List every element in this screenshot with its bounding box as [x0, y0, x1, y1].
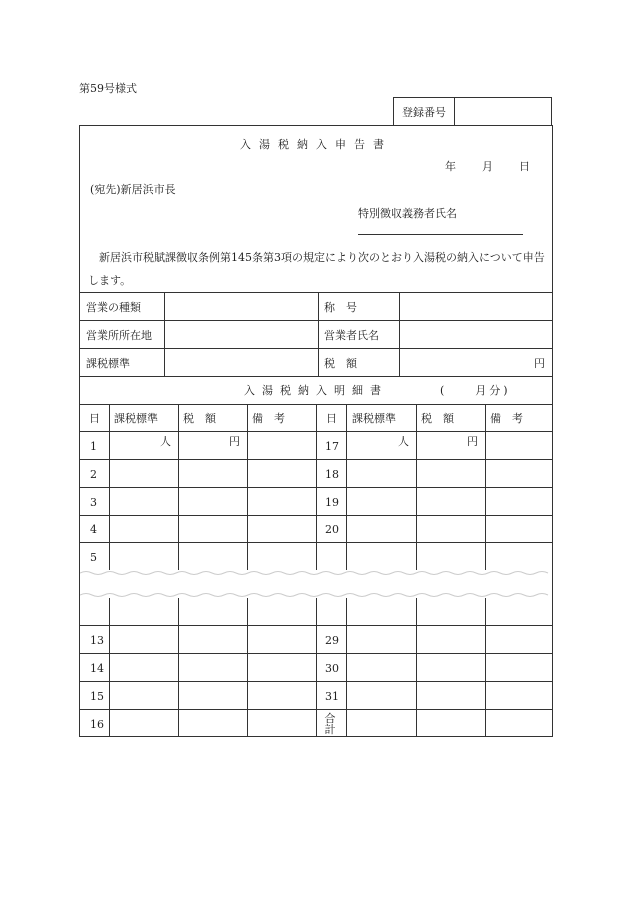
tax-amount-yen[interactable]: 円: [534, 356, 545, 370]
form-title: 入湯税納入申告書: [240, 138, 392, 151]
registration-number-box: [393, 97, 552, 125]
header-remarks-right: 備 考: [490, 412, 523, 425]
header-remarks-left: 備 考: [252, 412, 285, 425]
day-number: 19: [325, 496, 339, 509]
unit-person-left: 人: [160, 435, 171, 448]
declaration-form: [79, 125, 553, 737]
tax-basis-label: 課税標準: [86, 356, 130, 370]
day-number: 30: [325, 662, 339, 675]
registration-number-field[interactable]: [455, 98, 551, 125]
declaration-text: 新居浜市税賦課徴収条例第145条第3項の規定により次のとおり入湯税の納入について申告します。: [88, 251, 545, 287]
tax-amount-label: 税 額: [324, 356, 357, 370]
header-basis-right: 課税標準: [352, 412, 396, 425]
year-label: 年: [445, 160, 456, 173]
signer-label: 特別徴収義務者氏名: [358, 207, 457, 220]
business-type-field[interactable]: [166, 293, 316, 320]
day-number: 18: [325, 468, 339, 481]
business-location-label: 営業所所在地: [86, 328, 152, 342]
day-number: 29: [325, 634, 339, 647]
day-label: 日: [519, 160, 530, 173]
day-number: 15: [90, 690, 104, 703]
detail-title: 入湯税納入明細書: [244, 384, 388, 397]
day-number: 4: [90, 523, 97, 536]
day-number: 16: [90, 718, 104, 731]
omitted-rows-gap: [80, 570, 552, 598]
day-number: 17: [325, 440, 339, 453]
day-number: 20: [325, 523, 339, 536]
day-number: 5: [90, 551, 97, 564]
day-number: 31: [325, 690, 339, 703]
registration-number-label: 登録番号: [394, 98, 455, 125]
day-number: 14: [90, 662, 104, 675]
day-number: 13: [90, 634, 104, 647]
day-number: 3: [90, 496, 97, 509]
operator-name-field[interactable]: [401, 321, 551, 348]
unit-person-right: 人: [398, 435, 409, 448]
month-label: 月: [482, 160, 493, 173]
header-basis-left: 課税標準: [114, 412, 158, 425]
tax-basis-field[interactable]: [166, 349, 316, 376]
detail-month: ( 月分): [440, 384, 511, 397]
unit-yen-left: 円: [229, 435, 240, 448]
business-type-label: 営業の種類: [86, 300, 141, 314]
trade-name-label: 称 号: [324, 300, 357, 314]
form-number-label: 第59号様式: [79, 82, 137, 95]
day-number: 2: [90, 468, 97, 481]
trade-name-field[interactable]: [401, 293, 551, 320]
header-day-right: 日: [326, 412, 337, 425]
date-fields: [419, 158, 530, 174]
header-day-left: 日: [89, 412, 100, 425]
operator-name-label: 営業者氏名: [324, 328, 379, 342]
unit-yen-right: 円: [467, 435, 478, 448]
header-tax-right: 税 額: [421, 412, 454, 425]
day-number: 1: [90, 440, 97, 453]
total-label: 合計: [324, 712, 336, 736]
signature-line[interactable]: [358, 234, 523, 235]
business-location-field[interactable]: [166, 321, 316, 348]
header-tax-left: 税 額: [183, 412, 216, 425]
addressee: (宛先)新居浜市長: [90, 183, 176, 196]
